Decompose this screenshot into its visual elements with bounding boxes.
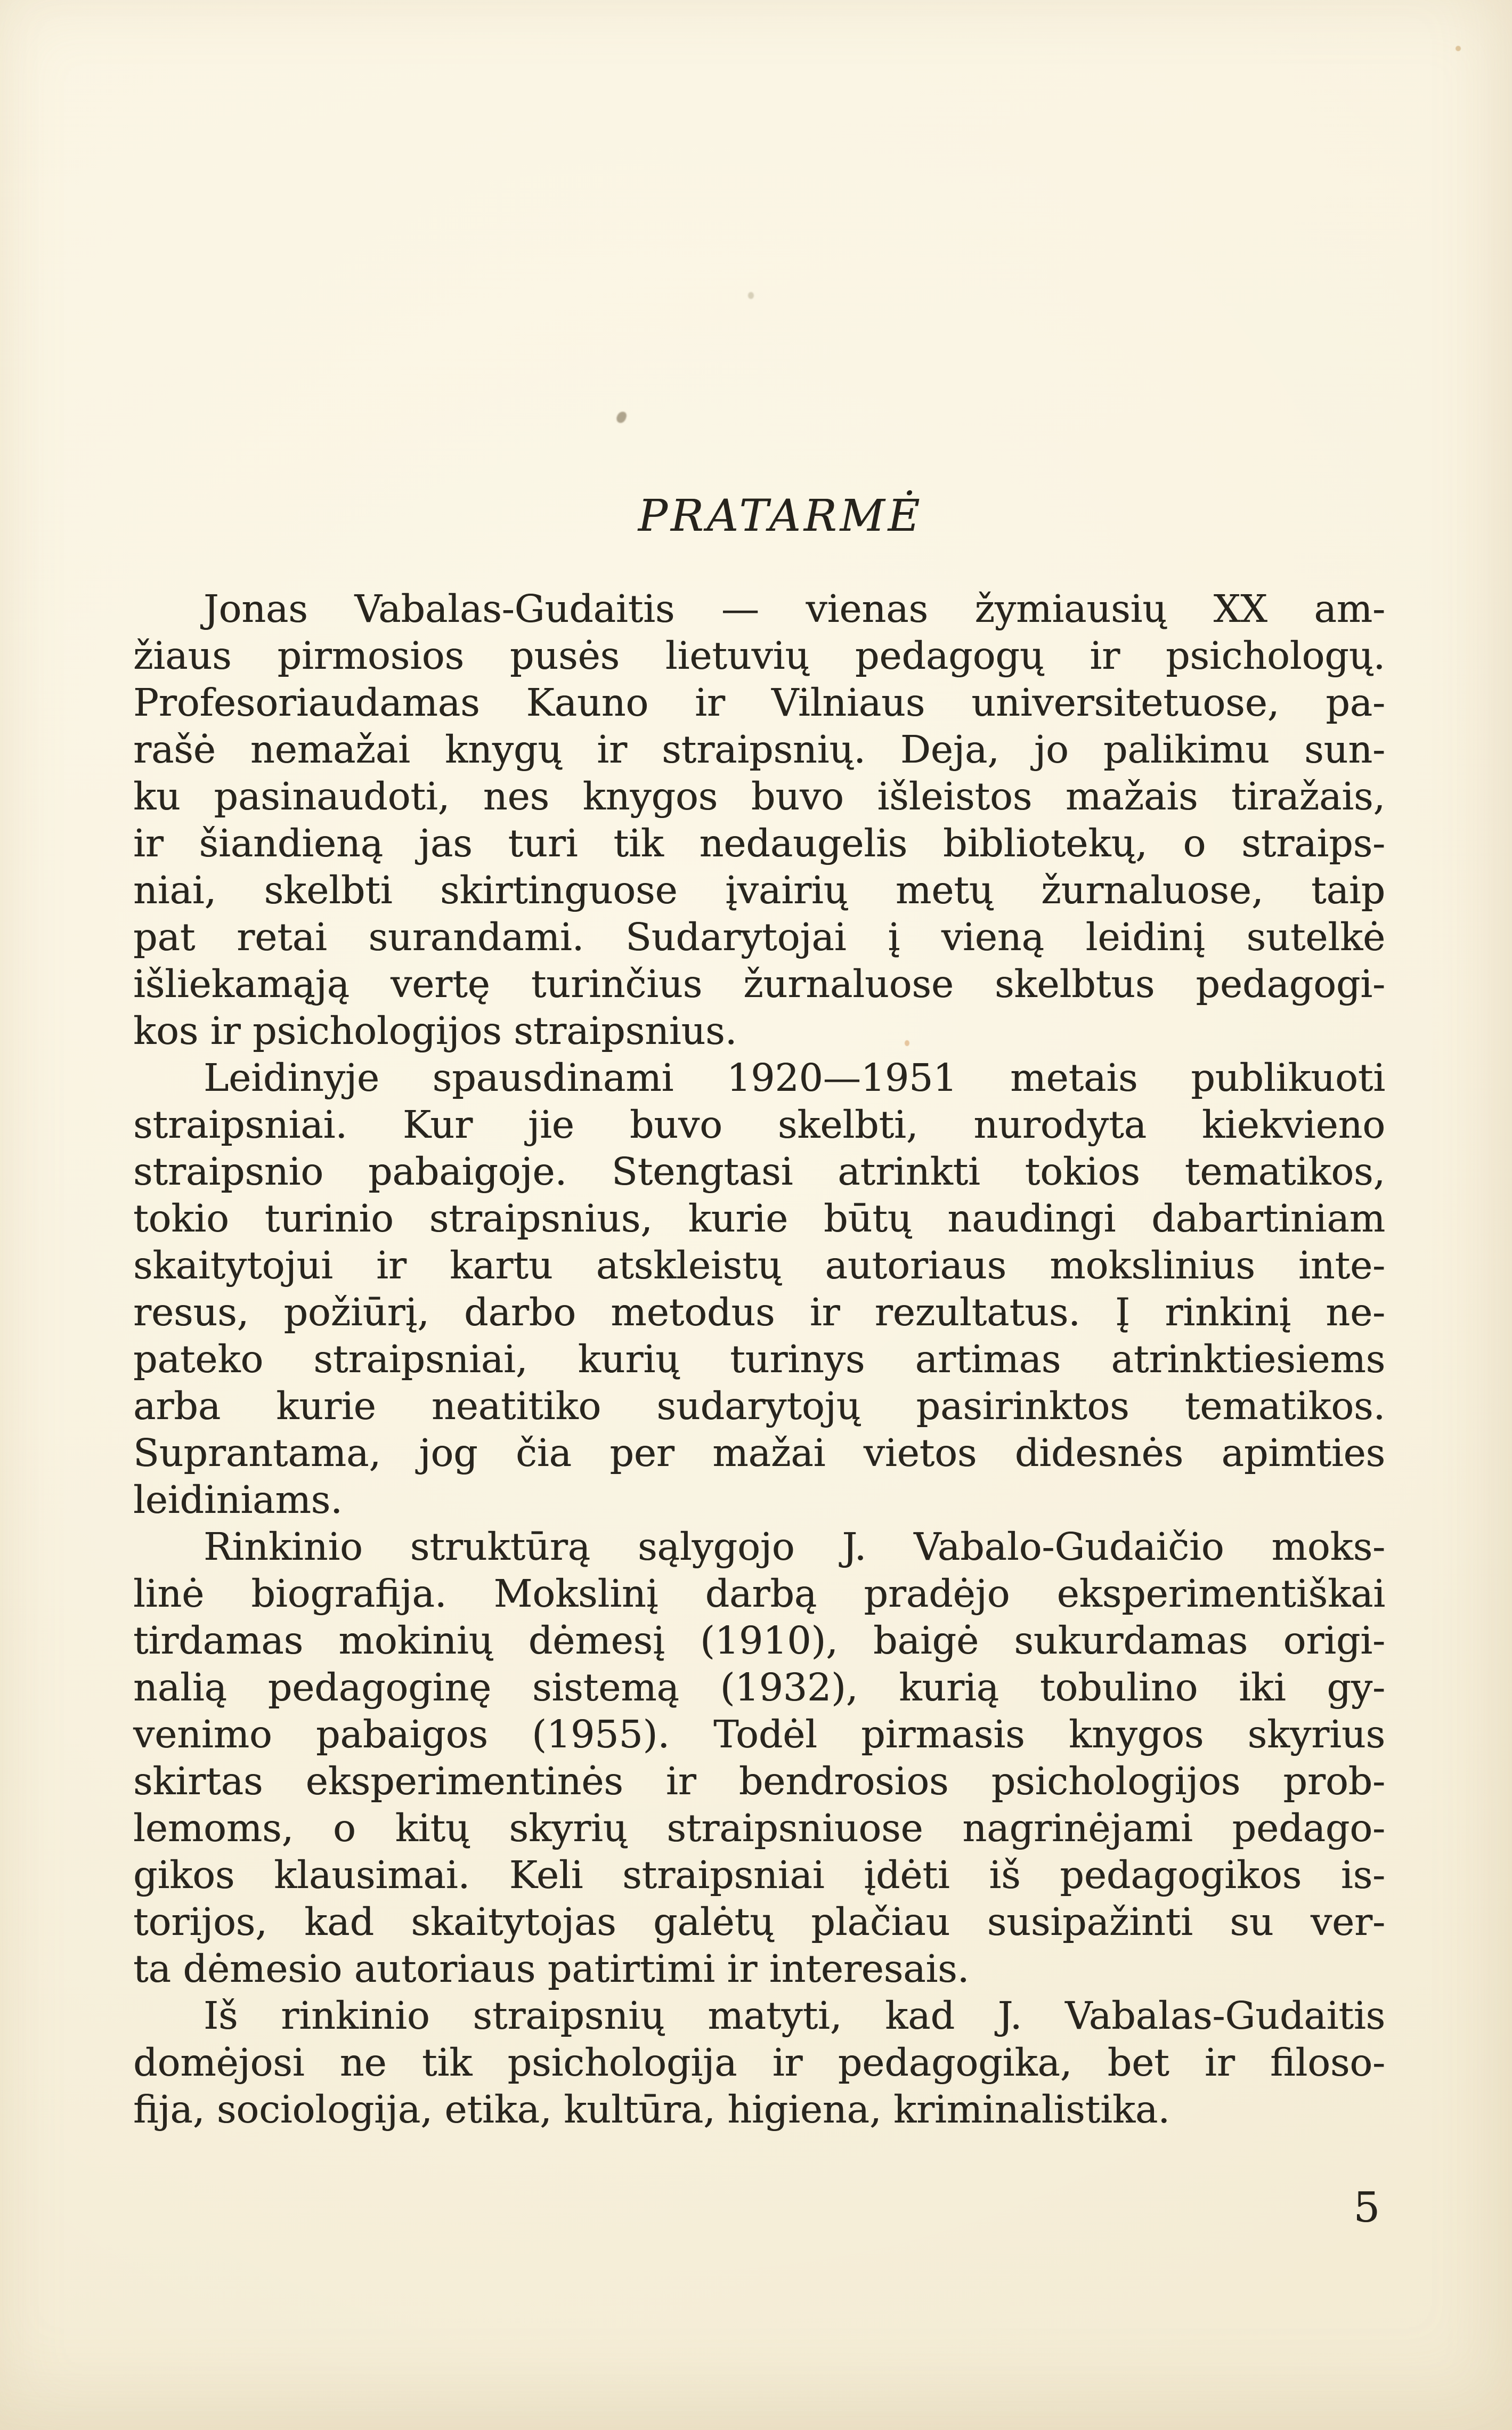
text-line: Leidinyje spausdinami 1920—1951 metais publikuoti: [204, 1056, 1385, 1100]
page-title: PRATARMĖ: [638, 491, 923, 541]
text-line: torijos, kad skaitytojas galėtų plačiau susipažinti su ver-: [133, 1900, 1385, 1944]
text-line: tokio turinio straipsnius, kurie būtų naudingi dabartiniam: [133, 1196, 1385, 1241]
text-line: ir šiandieną jas turi tik nedaugelis bibliotekų, o straips-: [133, 821, 1385, 865]
text-line: nalią pedagoginę sistemą (1932), kurią tobulino iki gy-: [133, 1665, 1385, 1710]
text-line: skirtas eksperimentinės ir bendrosios psichologijos prob-: [133, 1759, 1385, 1803]
text-line: venimo pabaigos (1955). Todėl pirmasis knygos skyrius: [133, 1712, 1385, 1756]
paragraph: [133, 1055, 1385, 1524]
text-line: Iš rinkinio straipsnių matyti, kad J. Vabalas-Gudaitis: [204, 1994, 1385, 2038]
paragraph: [133, 586, 1385, 1055]
text-line: gikos klausimai. Keli straipsniai įdėti iš pedagogikos is-: [133, 1853, 1385, 1897]
page-number: 5: [1353, 2184, 1380, 2232]
text-line: Jonas Vabalas-Gudaitis — vienas žymiausių XX am-: [204, 587, 1385, 631]
paragraph: [133, 1992, 1385, 2133]
paragraph: [133, 1524, 1385, 1992]
preface-text: [133, 586, 1385, 2133]
text-line: ta dėmesio autoriaus patirtimi ir interesais.: [133, 1947, 970, 1991]
text-line: rašė nemažai knygų ir straipsnių. Deja, jo palikimu sun-: [133, 727, 1385, 772]
text-line: fija, sociologija, etika, kultūra, higiena, kriminalistika.: [133, 2087, 1170, 2132]
text-line: lemoms, o kitų skyrių straipsniuose nagrinėjami pedago-: [133, 1806, 1385, 1850]
text-line: domėjosi ne tik psichologija ir pedagogika, bet ir filoso-: [133, 2040, 1385, 2085]
text-line: Rinkinio struktūrą sąlygojo J. Vabalo-Gudaičio moks-: [204, 1525, 1385, 1569]
text-line: arba kurie neatitiko sudarytojų pasirinktos tematikos.: [133, 1384, 1385, 1428]
text-line: išliekamąją vertę turinčius žurnaluose skelbtus pedagogi-: [133, 962, 1385, 1006]
ink-speck: [1456, 46, 1461, 51]
text-line: skaitytojui ir kartu atskleistų autoriaus mokslinius inte-: [133, 1243, 1385, 1287]
text-line: linė biografija. Mokslinį darbą pradėjo eksperimentiškai: [133, 1572, 1385, 1616]
text-line: ku pasinaudoti, nes knygos buvo išleistos mažais tiražais,: [133, 774, 1385, 819]
ink-speck: [615, 410, 628, 424]
text-line: straipsnio pabaigoje. Stengtasi atrinkti tokios tematikos,: [133, 1149, 1385, 1194]
text-line: pateko straipsniai, kurių turinys artimas atrinktiesiems: [133, 1337, 1385, 1381]
text-line: Suprantama, jog čia per mažai vietos didesnės apimties: [133, 1431, 1385, 1475]
text-line: kos ir psichologijos straipsnius.: [133, 1009, 737, 1053]
text-line: tirdamas mokinių dėmesį (1910), baigė sukurdamas origi-: [133, 1618, 1385, 1663]
text-line: leidiniams.: [133, 1478, 343, 1522]
text-line: Profesoriaudamas Kauno ir Vilniaus universitetuose, pa-: [133, 681, 1385, 725]
text-line: straipsniai. Kur jie buvo skelbti, nurodyta kiekvieno: [133, 1103, 1385, 1147]
ink-speck: [748, 292, 754, 299]
text-line: žiaus pirmosios pusės lietuvių pedagogų ir psichologų.: [133, 634, 1385, 678]
text-line: niai, skelbti skirtinguose įvairių metų žurnaluose, taip: [133, 868, 1385, 912]
text-line: pat retai surandami. Sudarytojai į vieną leidinį sutelkė: [133, 915, 1385, 959]
text-line: resus, požiūrį, darbo metodus ir rezultatus. Į rinkinį ne-: [133, 1290, 1385, 1334]
